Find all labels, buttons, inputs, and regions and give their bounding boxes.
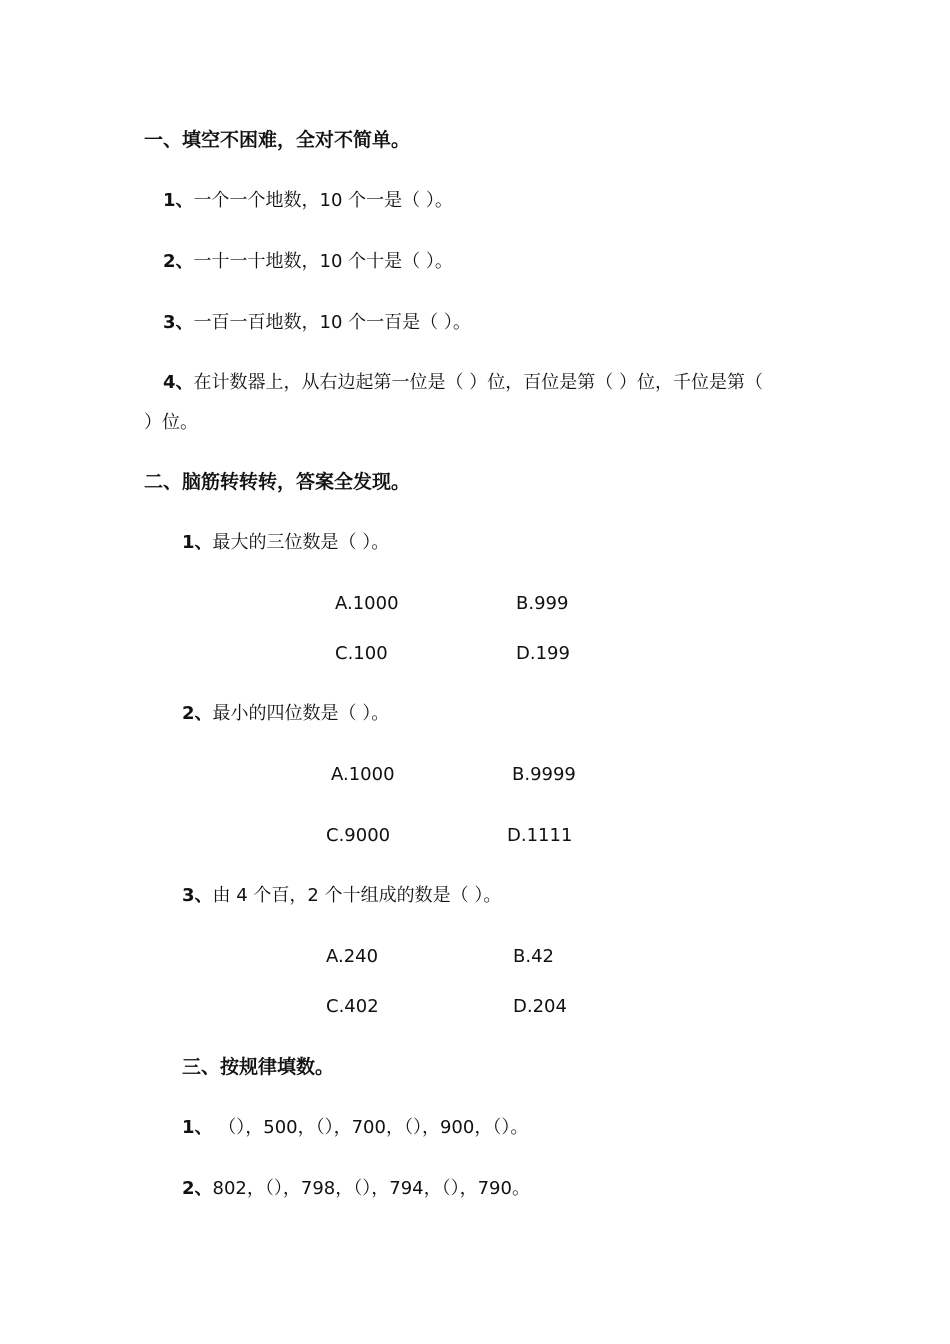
item-text: 在计数器上，从右边起第一位是（ ）位，百位是第（ ）位，千位是第（ [193, 372, 763, 393]
choice-question-1 [182, 531, 389, 555]
option-b: B.9999 [512, 764, 576, 785]
fill-blank-item-4 [163, 371, 763, 395]
item-text: 802，（），798，（），794，（），790。 [212, 1178, 530, 1199]
item-text: 一个一个地数，10 个一是（ ）。 [193, 190, 453, 211]
option-a: A.1000 [335, 593, 399, 614]
fill-blank-item-3 [163, 311, 471, 335]
item-number: 2、 [163, 251, 194, 272]
item-number: 2、 [182, 1178, 213, 1199]
option-c: C.402 [326, 996, 379, 1017]
pattern-item-2 [182, 1177, 530, 1201]
pattern-item-1 [182, 1116, 528, 1140]
item-number: 4、 [163, 372, 194, 393]
option-a: A.240 [326, 946, 379, 967]
option-a: A.1000 [331, 764, 395, 785]
item-number: 1、 [182, 1117, 213, 1138]
fill-blank-item-4-continuation: ）位。 [144, 412, 198, 433]
section-2-title: 二、脑筋转转转，答案全发现。 [144, 471, 411, 493]
question-number: 2、 [182, 703, 213, 724]
section-3-title: 三、按规律填数。 [182, 1056, 335, 1078]
section-1-title: 一、填空不困难，全对不简单。 [144, 129, 411, 151]
item-text: 一百一百地数，10 个一百是（ ）。 [193, 312, 471, 333]
option-d: D.199 [516, 643, 570, 664]
question-text: 最大的三位数是（ ）。 [212, 532, 390, 553]
item-number: 3、 [163, 312, 194, 333]
question-text: 最小的四位数是（ ）。 [212, 703, 390, 724]
question-number: 3、 [182, 885, 213, 906]
question-number: 1、 [182, 532, 213, 553]
option-b: B.42 [513, 946, 554, 967]
question-text: 由 4 个百，2 个十组成的数是（ ）。 [212, 885, 502, 906]
option-d: D.204 [513, 996, 567, 1017]
item-text: （），500，（），700，（），900，（）。 [212, 1117, 529, 1138]
item-text: 一十一十地数，10 个十是（ ）。 [193, 251, 453, 272]
option-d: D.1111 [507, 825, 573, 846]
fill-blank-item-2 [163, 250, 453, 274]
fill-blank-item-1 [163, 189, 453, 213]
option-b: B.999 [516, 593, 569, 614]
item-number: 1、 [163, 190, 194, 211]
option-c: C.100 [335, 643, 388, 664]
choice-question-3 [182, 884, 501, 908]
choice-question-2 [182, 702, 389, 726]
option-c: C.9000 [326, 825, 391, 846]
